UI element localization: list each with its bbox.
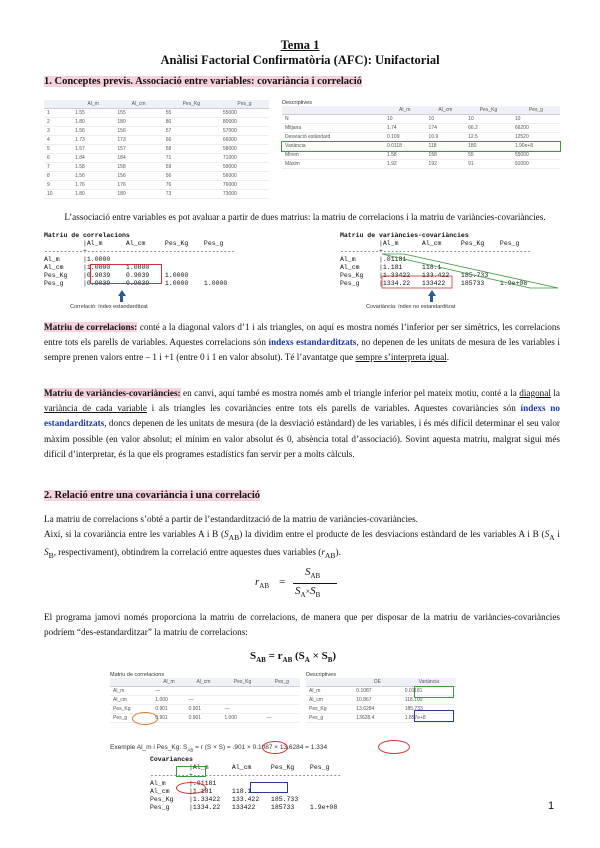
table-header-cell: Pes_g: [264, 678, 300, 687]
table-cell: 174: [426, 124, 466, 133]
section1-heading: 1. Conceptes previs. Associació entre variables: covariància i correlació: [44, 76, 362, 87]
table-cell: [221, 687, 263, 696]
table-cell: 158: [426, 151, 466, 160]
table-header-cell: [282, 106, 384, 115]
example-calculation: Exemple Al_m i Pes_Kg: $S_{AB} = r$ (S × S) = .901 × 0.1087 × 13.6284 = 1.334: [110, 744, 328, 753]
correlation-matrix: [44, 232, 274, 288]
table-cell: 157: [114, 145, 162, 154]
table-cell: Mínim: [282, 151, 384, 160]
table-cell: 1.74: [384, 124, 426, 133]
table-cell: 0.901: [152, 705, 185, 714]
table-cell: 56: [163, 172, 220, 181]
section2-p2: Així, si la covariància entre les variables A i B $(S_{AB})$ la dividim entre el producte de les desviacions estàndard de les variables A i B ($S_A$ i $S_B$, respectivament), obtindrem la correlació entre aquestes dues variables $(r_{AB})$.: [44, 529, 560, 560]
table-cell: Desviació estàndard: [282, 133, 384, 142]
green-box-cov: [176, 766, 206, 777]
descriptive-row: [282, 124, 560, 133]
data-row: [44, 136, 269, 145]
table-header-cell: Pes_g: [512, 106, 560, 115]
table-cell: —: [221, 705, 263, 714]
table-cell: 10: [512, 115, 560, 124]
table-cell: 12.5: [465, 133, 512, 142]
table-cell: 1.58: [384, 151, 426, 160]
table-header-cell: Al_m: [72, 100, 114, 109]
data-row: [44, 154, 269, 163]
table-cell: —: [152, 687, 185, 696]
blue-box-cov: [250, 782, 288, 793]
table-cell: 66.2: [465, 124, 512, 133]
data-row: [44, 118, 269, 127]
table-cell: 1.90e+8: [512, 142, 560, 151]
table-cell: 0.109: [384, 133, 426, 142]
table-cell: 13.6284: [353, 705, 401, 714]
table-cell: [186, 687, 222, 696]
table-cell: 59000: [220, 163, 269, 172]
descriptive-row: [282, 142, 560, 151]
cov-matrix-title: Matriu de variàncies-covariàncies: [340, 232, 469, 239]
table-cell: 9: [44, 181, 72, 190]
table-cell: 185.733: [402, 705, 456, 714]
table-cell: —: [186, 696, 222, 705]
table-cell: 180: [114, 118, 162, 127]
table-cell: 0.901: [186, 705, 222, 714]
fraction-bar: [293, 583, 337, 584]
corr-matrix-title: Matriu de correlacions: [44, 232, 130, 239]
corr-row: [110, 696, 300, 705]
table-cell: 71: [163, 154, 220, 163]
corr-row: [110, 687, 300, 696]
cov-caption: Covariància: índex no estandarditzat: [366, 304, 456, 310]
table-cell: 80: [163, 118, 220, 127]
table-header-cell: [306, 678, 353, 687]
table-cell: Al_m: [306, 687, 353, 696]
table-cell: 156: [114, 127, 162, 136]
table-cell: 13628.4: [353, 714, 401, 723]
descriptives-table: [282, 100, 560, 169]
table-cell: 58: [163, 145, 220, 154]
table-cell: 55000: [512, 151, 560, 160]
table-cell: 1.76: [72, 181, 114, 190]
table-header-cell: Pes_Kg: [163, 100, 220, 109]
table-cell: 155: [114, 109, 162, 118]
table-cell: 1.000: [221, 714, 263, 723]
table-cell: 71000: [220, 154, 269, 163]
table-cell: 55: [465, 151, 512, 160]
table-cell: 1: [44, 109, 72, 118]
data-row: [44, 109, 269, 118]
table-header-cell: Pes_g: [220, 100, 269, 109]
table-cell: 173: [114, 136, 162, 145]
red-circle-r: [262, 741, 288, 754]
table-cell: Variància: [282, 142, 384, 151]
formula-correlation: $r_{AB}$ = $S_{AB}$ $S_A\times S_B$: [255, 566, 375, 602]
table-cell: 0.901: [186, 714, 222, 723]
jamovi-desc-title: Descriptives: [306, 672, 336, 678]
table-cell: N: [282, 115, 384, 124]
page-number: 1: [548, 800, 555, 812]
table-cell: 57: [163, 127, 220, 136]
arrow-shaft: [120, 296, 123, 302]
table-cell: 80000: [220, 118, 269, 127]
table-cell: 118: [426, 142, 466, 151]
table-cell: Al_m: [110, 687, 152, 696]
table-cell: Pes_g: [110, 714, 152, 723]
table-cell: 1.80: [72, 118, 114, 127]
table-cell: 0.901: [152, 714, 185, 723]
table-cell: 1.56: [72, 127, 114, 136]
table-cell: 73: [163, 190, 220, 199]
table-cell: 10: [44, 190, 72, 199]
table-cell: Pes_g: [306, 714, 353, 723]
table-header-cell: [44, 100, 72, 109]
section2-heading: 2. Relació entre una covariància i una correlació: [44, 490, 260, 501]
table-cell: —: [264, 714, 300, 723]
table-cell: Pes_Kg: [306, 705, 353, 714]
table-cell: 58000: [220, 145, 269, 154]
corr-matrix-body: |Al_m Al_cm Pes_Kg Pes_g ----------+-------------------------------------- Al_m |1.0000 Al_cm |1.0000 1.0000 Pes_Kg |0.9039 0.9039 1.0000 Pes_g |0.9039 0.9039 1.0000 1.0000: [44, 240, 236, 287]
table-cell: 91000: [512, 160, 560, 169]
table-cell: 56000: [220, 172, 269, 181]
data-row: [44, 145, 269, 154]
table-cell: 1.73: [72, 136, 114, 145]
table-cell: 66: [163, 136, 220, 145]
table-cell: 4: [44, 136, 72, 145]
table-cell: 7: [44, 163, 72, 172]
table-header-cell: Al_cm: [114, 100, 162, 109]
table-header-cell: Pes_Kg: [465, 106, 512, 115]
table-cell: 1.857e+8: [402, 714, 456, 723]
table-cell: 6: [44, 154, 72, 163]
cov-final-title: Covariances: [150, 756, 193, 763]
descriptives-title: Descriptives: [282, 100, 312, 106]
table-cell: 158: [114, 163, 162, 172]
formula-covariance: $S_{AB} = r_{AB}$ $(S_A \times S_B)$: [250, 650, 337, 665]
table-cell: Al_cm: [110, 696, 152, 705]
table-cell: 5: [44, 145, 72, 154]
table-cell: 73000: [220, 190, 269, 199]
table-cell: 10: [426, 115, 466, 124]
table-header-cell: Pes_Kg: [221, 678, 263, 687]
orange-circle: [132, 712, 158, 725]
page-title: Anàlisi Factorial Confirmatòria (AFC): Unifactorial: [160, 53, 440, 67]
table-cell: Mitjana: [282, 124, 384, 133]
descriptive-row: [282, 160, 560, 169]
table-cell: Pes_Kg: [110, 705, 152, 714]
table-cell: [264, 705, 300, 714]
table-cell: 1.55: [72, 109, 114, 118]
cov-matrix-body: |Al_m Al_cm Pes_Kg Pes_g ----------+-------------------------------------- Al_m |.01181 Al_cm |1.181 118.1 Pes_Kg |1.33422 133.422 185.733 Pes_g |1334.22 133422 185733 1.9e+08: [340, 240, 532, 287]
table-header-cell: Al_m: [384, 106, 426, 115]
diagonal-highlight: [380, 252, 560, 292]
table-cell: 2: [44, 118, 72, 127]
cov-final-body: |Al_m Al_cm Pes_Kg Pes_g ----------+-------------------------------------- Al_m |.01181 Al_cm |1.181 118.1 Pes_Kg |1.33422 133.422 185.733 Pes_g |1334.22 133422 185733 1.9e+08: [150, 764, 342, 811]
paragraph-correlations: Matriu de correlacions: conté a la diagonal valors d’1 i als triangles, on aquí es mostra només l’inferior per ser simètrics, les correlacions entre tots els parells de variables. Aquestes correlacions són índexs estandarditzats, no depenen de les unitats de mesura de les variables i sempre prenen valors entre – 1 i +1 (entre 0 i 1 en valor absolut). Té l’avantatge que sempre s’interpreta igual.: [44, 322, 561, 363]
table-cell: 10.867: [353, 696, 401, 705]
table-cell: 0.1087: [353, 687, 401, 696]
table-cell: 1.57: [72, 145, 114, 154]
table-cell: 76000: [220, 181, 269, 190]
table-header-cell: Al_cm: [186, 678, 222, 687]
table-cell: 3: [44, 127, 72, 136]
table-cell: 91: [465, 160, 512, 169]
table-header-cell: [110, 678, 152, 687]
table-cell: 176: [114, 181, 162, 190]
table-cell: 1.000: [152, 696, 185, 705]
jamovi-descriptives-table: [306, 672, 456, 723]
table-cell: 192: [426, 160, 466, 169]
corr-highlight-box: [90, 264, 162, 284]
jamovi-corr-title: Matriu de correlacions: [110, 672, 165, 678]
data-row: [44, 190, 269, 199]
green-box: [414, 686, 454, 698]
paragraph-covariances: Matriu de variàncies-covariàncies: en canvi, aquí també es mostra només amb el triangle inferior pel mateix motiu, conté a la diagonal la variància de cada variable i als triangles les covariàncies entre tots els parells de variables. Aquestes covariàncies són índexs no estandarditzats, doncs depenen de les unitats de mesura (de la desviació estàndard) de les variables, i és més difícil determinar el seu valor màxim possible (en valor absolut; el mínim en valor absolut és 0, absència total d’associació). Sovint aquesta matriu, malgrat sigui més difícil d’interpretar, és la que els programes estadístics fan servir per a molts càlculs.: [44, 388, 560, 459]
table-cell: 10: [465, 115, 512, 124]
covariances-output: [150, 756, 400, 812]
table-cell: [264, 696, 300, 705]
table-cell: 57000: [220, 127, 269, 136]
table-cell: 55000: [220, 109, 269, 118]
table-cell: 59: [163, 163, 220, 172]
data-row: [44, 181, 269, 190]
table-cell: 8: [44, 172, 72, 181]
table-cell: [264, 687, 300, 696]
descriptive-row: [282, 133, 560, 142]
table-header-cell: DE: [353, 678, 401, 687]
table-cell: 76: [163, 181, 220, 190]
table-cell: 66000: [220, 136, 269, 145]
table-cell: 118.100: [402, 696, 456, 705]
intro-text: L’associació entre variables es pot avaluar a partir de dues matrius: la matriu de correlacions i la matriu de variàncies-covariàncies.: [64, 212, 546, 222]
table-cell: 55: [163, 109, 220, 118]
table-cell: 1.80: [72, 190, 114, 199]
data-row: [44, 163, 269, 172]
data-row: [44, 172, 269, 181]
table-cell: 0.01181: [402, 687, 456, 696]
red-circle-cov: [176, 782, 206, 794]
table-cell: 180: [465, 142, 512, 151]
table-cell: 1.92: [384, 160, 426, 169]
table-cell: 184: [114, 154, 162, 163]
table-cell: Al_cm: [306, 696, 353, 705]
blue-box: [414, 710, 454, 722]
section2-p1: La matriu de correlacions s’obté a partir de l’estandardització de la matriu de variàncies-covariàncies.: [44, 514, 418, 524]
data-row: [44, 127, 269, 136]
arrow-shaft-2: [430, 296, 433, 302]
tema-label: Tema 1: [280, 38, 320, 52]
red-circle-result: [378, 740, 410, 754]
table-header-cell: Al_cm: [426, 106, 466, 115]
table-header-cell: Variància: [402, 678, 456, 687]
table-cell: 156: [114, 172, 162, 181]
table-cell: 1.84: [72, 154, 114, 163]
table-cell: Màxim: [282, 160, 384, 169]
corr-caption: Correlació: índex estandarditzat: [70, 304, 148, 310]
descriptive-row: [282, 115, 560, 124]
table-header-cell: Al_m: [152, 678, 185, 687]
section2-p3: El programa jamovi només proporciona la matriu de correlacions, de manera que per disposar de la matriu de variàncies-covariàncies podríem “des-estandarditzar” la matriu de correlacions:: [44, 612, 560, 638]
table-cell: 1.56: [72, 172, 114, 181]
table-cell: 180: [114, 190, 162, 199]
descriptive-row: [282, 151, 560, 160]
covariance-matrix: [340, 232, 560, 288]
table-cell: 10: [384, 115, 426, 124]
table-cell: [221, 696, 263, 705]
table-cell: 0.0118: [384, 142, 426, 151]
data-spreadsheet: [44, 100, 269, 199]
jamovi-correlation-table: [110, 672, 300, 723]
table-cell: 1.58: [72, 163, 114, 172]
table-cell: 12520: [512, 133, 560, 142]
table-cell: 10.9: [426, 133, 466, 142]
table-cell: 66200: [512, 124, 560, 133]
